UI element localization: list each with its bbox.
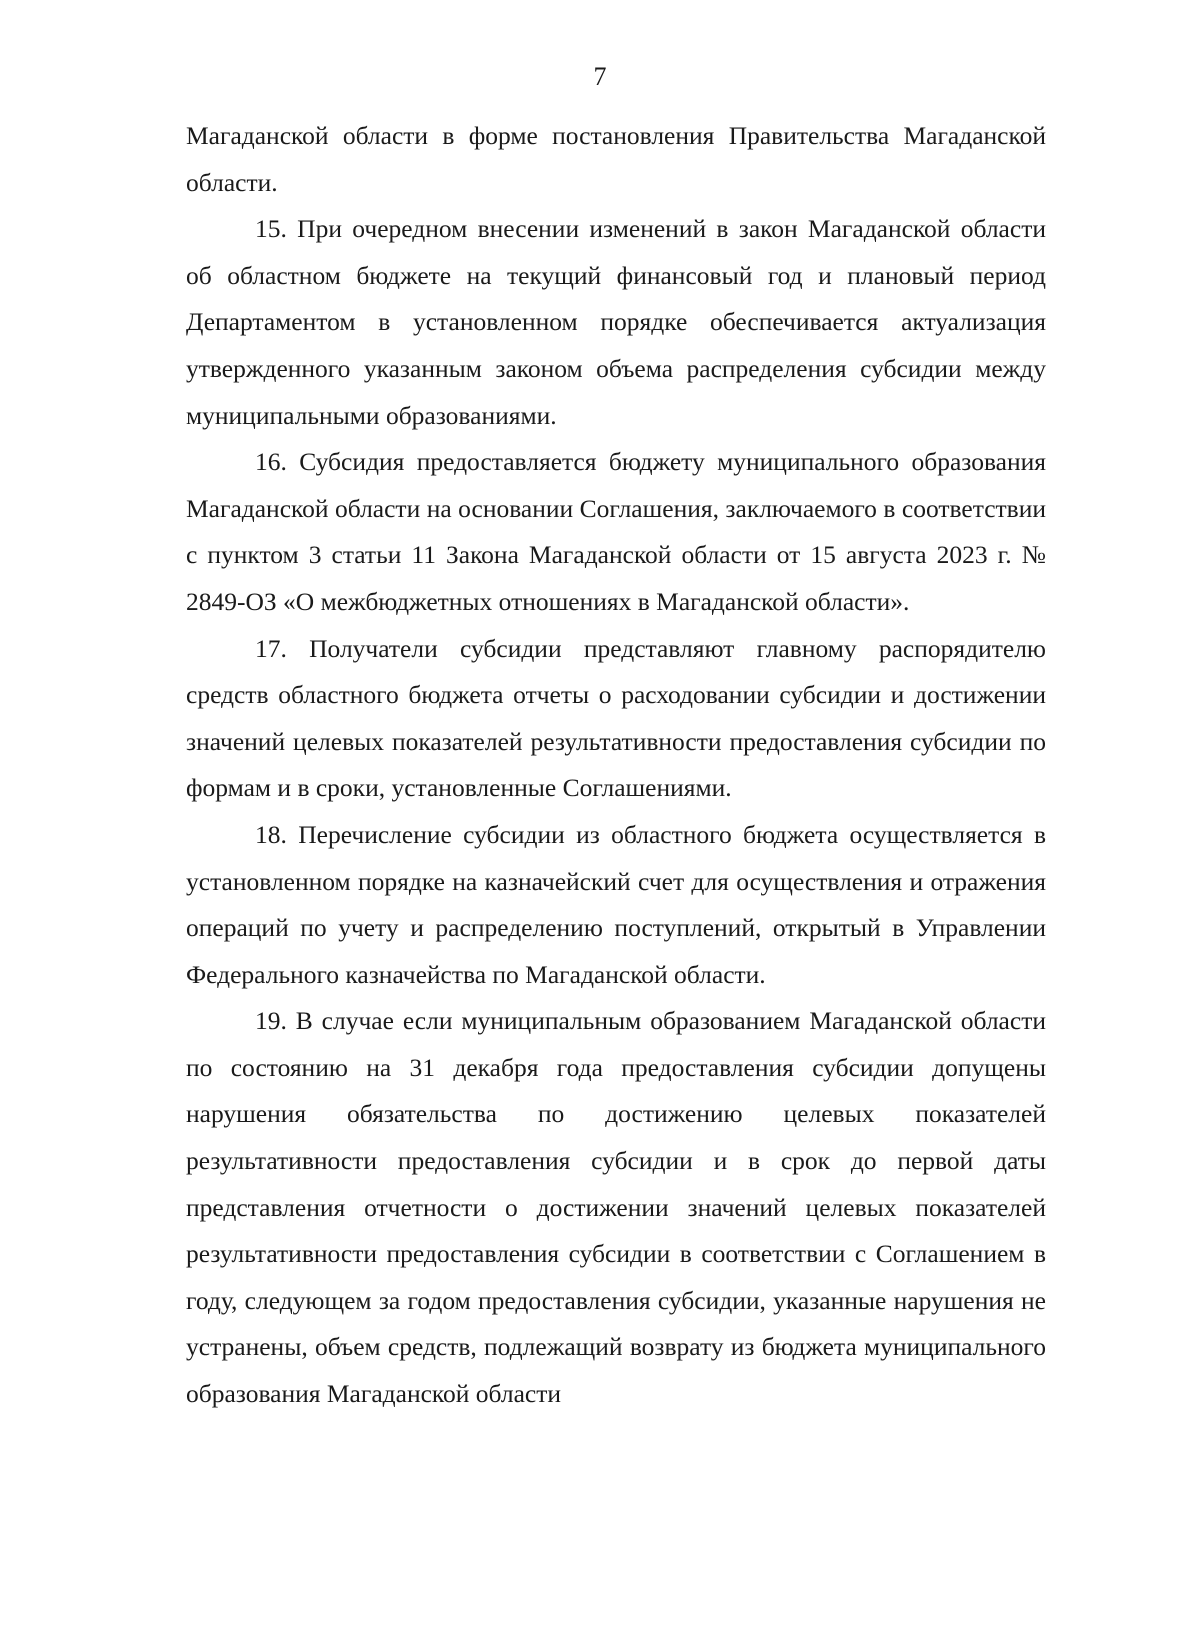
paragraph-15: 15. При очередном внесении изменений в закон Магаданской области об областном бюджете на текущий финансовый год и плановый период Департаментом в установленном порядке обеспечивается актуализация утвержденного указанным законом объема распределения субсидии между муниципальными образованиями. <box>186 214 1046 430</box>
page-number: 7 <box>593 62 607 91</box>
paragraph-19: 19. В случае если муниципальным образованием Магаданской области по состоянию на 31 декабря года предоставления субсидии допущены нарушения обязательства по достижению целевых показателей результативности предоставления субсидии и в срок до первой даты представления отчетности о достижении значений целевых показателей результативности предоставления субсидии в соответствии с Соглашением в году, следующем за годом предоставления субсидии, указанные нарушения не устранены, объем средств, подлежащий возврату из бюджета муниципального образования Магаданской области <box>186 1006 1046 1409</box>
paragraph-17: 17. Получатели субсидии представляют главному распорядителю средств областного бюджета отчеты о расходовании субсидии и достижении значений целевых показателей результативности предоставления субсидии по формам и в сроки, установленные Соглашениями. <box>186 633 1046 803</box>
paragraph-16: 16. Субсидия предоставляется бюджету муниципального образования Магаданской области на основании Соглашения, заключаемого в соответствии с пунктом 3 статьи 11 Закона Магаданской области от 15 августа 2023 г. № 2849-ОЗ «О межбюджетных отношениях в Магаданской области». <box>186 447 1046 616</box>
document-body <box>186 113 1046 1418</box>
paragraph-18: 18. Перечисление субсидии из областного бюджета осуществляется в установленном порядке на казначейский счет для осуществления и отражения операций по учету и распределению поступлений, открытый в Управлении Федерального казначейства по Магаданской области. <box>186 819 1046 989</box>
paragraph-continuation: Магаданской области в форме постановления Правительства Магаданской области. <box>186 121 1046 197</box>
